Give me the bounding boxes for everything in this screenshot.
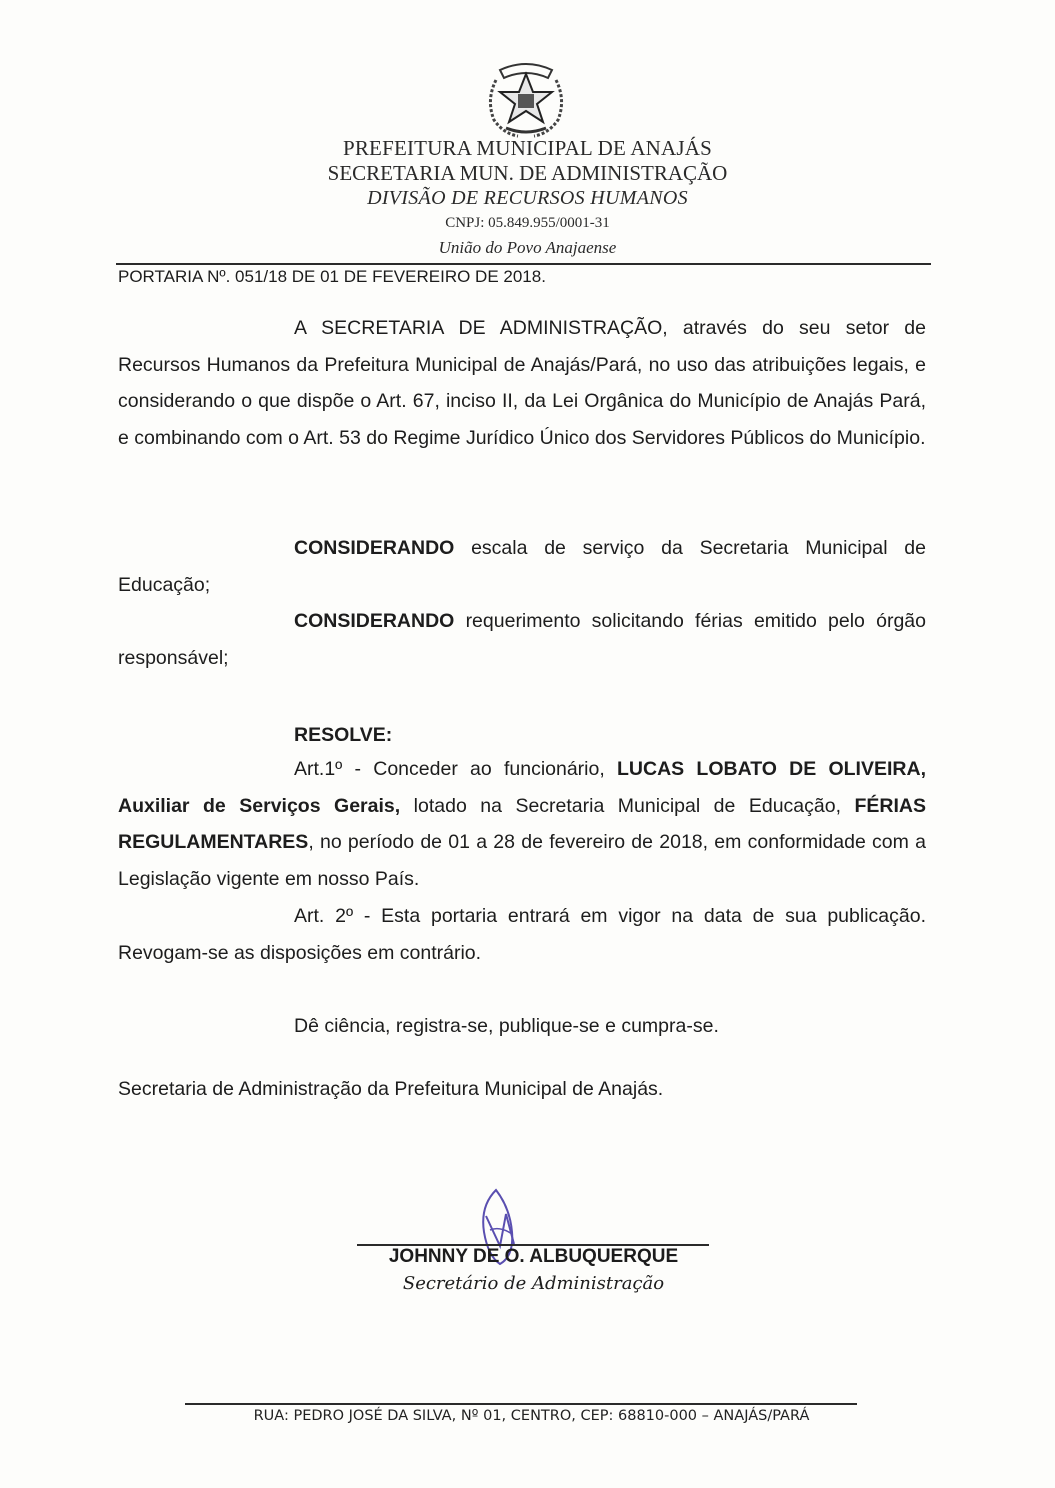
employee-name: LUCAS LOBATO DE OLIVEIRA, Auxiliar de Serviços Gerais, <box>118 758 926 817</box>
municipal-crest-icon <box>478 56 574 142</box>
resolve-heading <box>118 717 926 754</box>
considerando-text: requerimento solicitando férias emitido pelo órgão responsável; <box>118 610 926 669</box>
art1-location: lotado na Secretaria Municipal de Educação, <box>400 794 855 817</box>
preamble-paragraph: A SECRETARIA DE ADMINISTRAÇÃO, através do seu setor de Recursos Humanos da Prefeitura Municipal de Anajás/Pará, no uso das atribuições legais, e considerando o que dispõe o Art. 67, inciso II, da Lei Orgânica do Município de Anajás Pará, e combinando com o Art. 53 do Regime Jurídico Único dos Servidores Públicos do Município. <box>118 317 926 449</box>
closing-statement: Dê ciência, registra-se, publique-se e cumpra-se. <box>294 1015 719 1037</box>
header-divider <box>116 263 931 265</box>
letterhead-prefeitura: PREFEITURA MUNICIPAL DE ANAJÁS <box>342 136 713 160</box>
letterhead-cnpj: CNPJ: 05.849.955/0001-31 <box>445 215 610 231</box>
resolve-label: RESOLVE: <box>294 724 393 746</box>
considerando-paragraph-1 <box>118 530 926 603</box>
signatory-name: JOHNNY DE O. ALBUQUERQUE <box>388 1246 679 1267</box>
considerando-paragraph-2 <box>118 603 926 676</box>
considerando-text: escala de serviço da Secretaria Municipal de Educação; <box>118 537 926 596</box>
letterhead-divisao: DIVISÃO DE RECURSOS HUMANOS <box>367 187 688 209</box>
issuer-line: Secretaria de Administração da Prefeitura Municipal de Anajás. <box>118 1078 664 1100</box>
art1-period: , no período de 01 a 28 de fevereiro de 2018, em conformidade com a Legislação vigente em nosso País. <box>118 831 926 890</box>
considerando-label: CONSIDERANDO <box>294 537 455 559</box>
letterhead-secretaria: SECRETARIA MUN. DE ADMINISTRAÇÃO <box>327 161 728 185</box>
portaria-title: PORTARIA Nº. 051/18 DE 01 DE FEVEREIRO DE 2018. <box>118 267 546 286</box>
considerando-label: CONSIDERANDO <box>294 610 455 632</box>
footer-address: RUA: PEDRO JOSÉ DA SILVA, Nº 01, CENTRO, CEP: 68810-000 – ANAJÁS/PARÁ <box>253 1408 810 1424</box>
article-2-paragraph: Art. 2º - Esta portaria entrará em vigor na data de sua publicação. Revogam-se as disposições em contrário. <box>118 905 926 964</box>
letterhead-motto: União do Povo Anajaense <box>438 238 617 257</box>
article-1-paragraph <box>118 751 926 897</box>
art1-intro: Art.1º - Conceder ao funcionário, <box>294 758 618 780</box>
ferias-label: FÉRIAS REGULAMENTARES <box>118 794 926 854</box>
signatory-title: Secretário de Administração <box>402 1273 665 1294</box>
footer-divider <box>185 1403 857 1405</box>
